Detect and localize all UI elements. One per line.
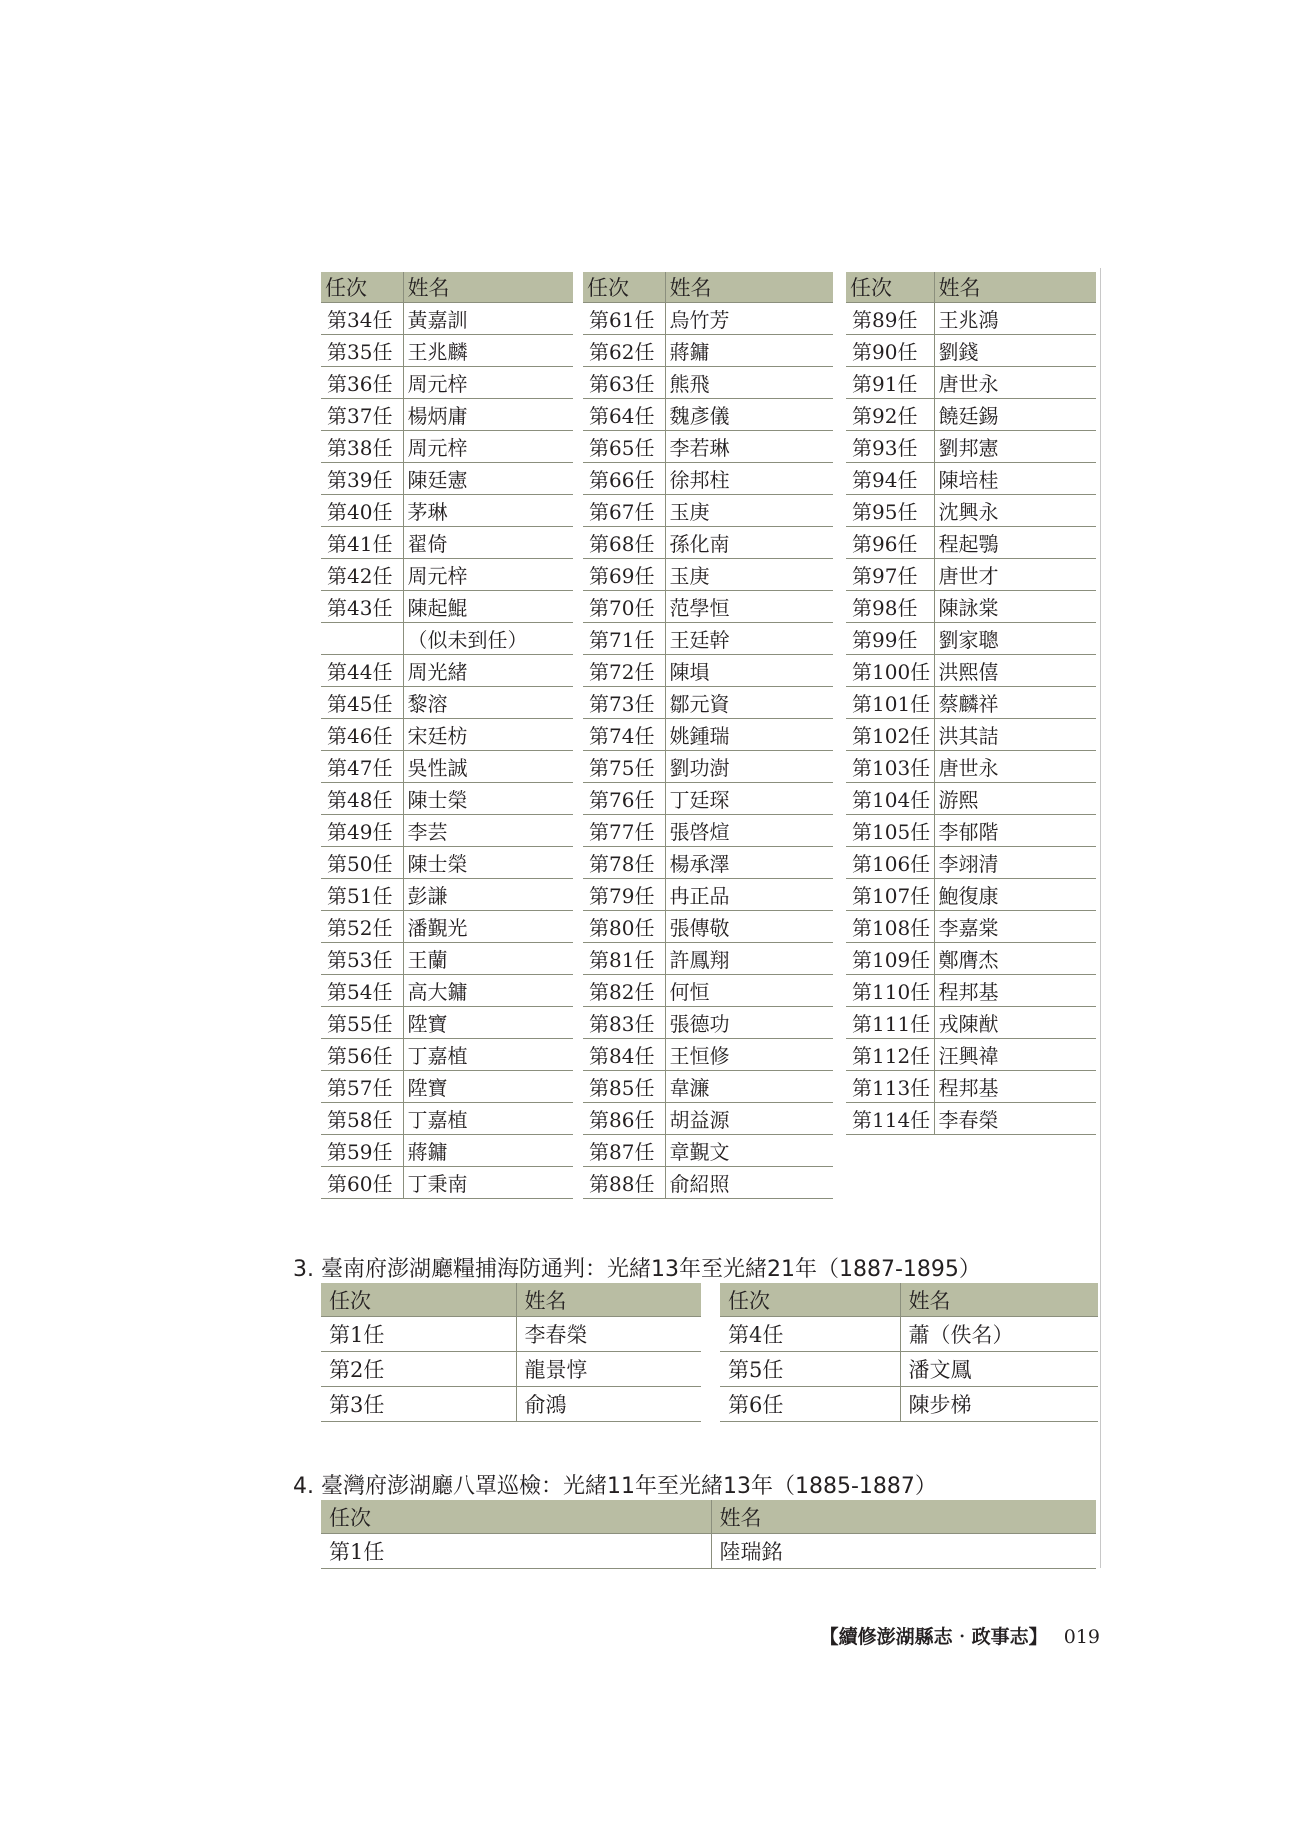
table-row (583, 463, 833, 495)
table-row (583, 527, 833, 559)
table-row (846, 303, 1096, 335)
term-cell: 第1任 (321, 1534, 711, 1569)
term-cell: 第107任 (846, 879, 934, 911)
table-row (321, 719, 573, 751)
term-cell: 第114任 (846, 1103, 934, 1135)
name-cell: 玉庚 (665, 559, 833, 591)
name-cell: 沈興永 (934, 495, 1096, 527)
name-cell: 丁嘉植 (403, 1039, 573, 1071)
table-row (321, 879, 573, 911)
name-cell: 黎溶 (403, 687, 573, 719)
section-4-table (321, 1500, 1096, 1569)
table-row (846, 783, 1096, 815)
table-row (321, 623, 573, 655)
term-cell: 第43任 (321, 591, 403, 623)
table-row (846, 975, 1096, 1007)
table-row (583, 335, 833, 367)
term-cell: 第4任 (720, 1317, 900, 1352)
name-cell: （似未到任） (403, 623, 573, 655)
name-cell: 劉邦憲 (934, 431, 1096, 463)
table-row (846, 751, 1096, 783)
table-row (321, 975, 573, 1007)
table-row (846, 847, 1096, 879)
term-cell: 第69任 (583, 559, 665, 591)
table-row (321, 1317, 701, 1352)
term-cell: 第47任 (321, 751, 403, 783)
term-cell: 第56任 (321, 1039, 403, 1071)
name-cell: 陞寶 (403, 1007, 573, 1039)
name-cell: 孫化南 (665, 527, 833, 559)
margin-rule (1100, 268, 1101, 1568)
name-cell: 蔣鏞 (665, 335, 833, 367)
name-cell: 周光緒 (403, 655, 573, 687)
term-cell: 第74任 (583, 719, 665, 751)
name-cell: 李春榮 (934, 1103, 1096, 1135)
name-cell: 李春榮 (516, 1317, 701, 1352)
table-row (583, 1103, 833, 1135)
table-header (846, 272, 1096, 303)
table-row (321, 399, 573, 431)
name-cell: 玉庚 (665, 495, 833, 527)
table-row (583, 495, 833, 527)
term-cell: 第48任 (321, 783, 403, 815)
table-row (321, 1167, 573, 1199)
term-cell: 第95任 (846, 495, 934, 527)
table-row (583, 847, 833, 879)
name-cell: 劉錢 (934, 335, 1096, 367)
name-cell: 陳培桂 (934, 463, 1096, 495)
name-cell: 李郁階 (934, 815, 1096, 847)
term-cell: 第89任 (846, 303, 934, 335)
term-cell: 第67任 (583, 495, 665, 527)
header-name: 姓名 (403, 272, 573, 303)
name-cell: 陳詠棠 (934, 591, 1096, 623)
name-cell: 王蘭 (403, 943, 573, 975)
name-cell: 彭謙 (403, 879, 573, 911)
table-row (583, 1167, 833, 1199)
table-row (846, 559, 1096, 591)
name-cell: 熊飛 (665, 367, 833, 399)
table-row (846, 463, 1096, 495)
table-header (321, 272, 573, 303)
table-row (846, 495, 1096, 527)
term-cell: 第83任 (583, 1007, 665, 1039)
name-cell: 吳性誠 (403, 751, 573, 783)
table-row (321, 559, 573, 591)
section-3-table-left (321, 1283, 701, 1422)
name-cell: 程起鶚 (934, 527, 1096, 559)
term-cell: 第44任 (321, 655, 403, 687)
table-row (321, 335, 573, 367)
term-cell: 第91任 (846, 367, 934, 399)
header-name: 姓名 (665, 272, 833, 303)
name-cell: 王兆鴻 (934, 303, 1096, 335)
term-cell: 第41任 (321, 527, 403, 559)
name-cell: 游熙 (934, 783, 1096, 815)
table-row (321, 783, 573, 815)
table-row (321, 367, 573, 399)
table-row (583, 943, 833, 975)
table-row (846, 527, 1096, 559)
term-cell: 第39任 (321, 463, 403, 495)
table-row (846, 1039, 1096, 1071)
name-cell: 翟倚 (403, 527, 573, 559)
name-cell: 陳士榮 (403, 847, 573, 879)
table-row (321, 495, 573, 527)
table-row (583, 719, 833, 751)
table-row (583, 367, 833, 399)
term-cell: 第75任 (583, 751, 665, 783)
term-cell: 第71任 (583, 623, 665, 655)
table-header (321, 1500, 1096, 1534)
table-row (583, 783, 833, 815)
term-cell: 第110任 (846, 975, 934, 1007)
table-row (321, 1007, 573, 1039)
term-cell: 第100任 (846, 655, 934, 687)
table-row (321, 1352, 701, 1387)
name-cell: 蔡麟祥 (934, 687, 1096, 719)
name-cell: 姚鍾瑞 (665, 719, 833, 751)
term-cell: 第68任 (583, 527, 665, 559)
table-row (321, 303, 573, 335)
term-cell: 第104任 (846, 783, 934, 815)
term-cell: 第62任 (583, 335, 665, 367)
name-cell: 魏彥儀 (665, 399, 833, 431)
table-row (720, 1387, 1098, 1422)
header-name: 姓名 (934, 272, 1096, 303)
name-cell: 王兆麟 (403, 335, 573, 367)
term-cell: 第82任 (583, 975, 665, 1007)
table-row (846, 367, 1096, 399)
name-cell: 范學恒 (665, 591, 833, 623)
term-cell: 第50任 (321, 847, 403, 879)
name-cell: 李芸 (403, 815, 573, 847)
term-cell: 第70任 (583, 591, 665, 623)
name-cell: 劉功澍 (665, 751, 833, 783)
term-cell: 第101任 (846, 687, 934, 719)
header-term: 任次 (321, 1283, 516, 1317)
term-cell: 第78任 (583, 847, 665, 879)
name-cell: 楊炳庸 (403, 399, 573, 431)
table-row (321, 1534, 1096, 1569)
table-header (583, 272, 833, 303)
name-cell: 王恒修 (665, 1039, 833, 1071)
term-cell: 第52任 (321, 911, 403, 943)
term-cell: 第77任 (583, 815, 665, 847)
table-row (583, 879, 833, 911)
table-row (321, 911, 573, 943)
section-3-table-right (720, 1283, 1098, 1422)
name-cell: 徐邦柱 (665, 463, 833, 495)
term-cell: 第64任 (583, 399, 665, 431)
term-cell: 第49任 (321, 815, 403, 847)
table-header (321, 1283, 701, 1317)
name-cell: 冉正品 (665, 879, 833, 911)
table-row (321, 815, 573, 847)
term-cell: 第79任 (583, 879, 665, 911)
name-cell: 鄒元資 (665, 687, 833, 719)
term-cell: 第5任 (720, 1352, 900, 1387)
table-row (583, 655, 833, 687)
roster-table-1 (321, 272, 573, 1199)
name-cell: 潘覲光 (403, 911, 573, 943)
term-cell: 第34任 (321, 303, 403, 335)
table-row (846, 335, 1096, 367)
name-cell: 俞紹照 (665, 1167, 833, 1199)
table-row (846, 591, 1096, 623)
table-row (321, 527, 573, 559)
table-row (583, 431, 833, 463)
table-row (583, 623, 833, 655)
term-cell: 第113任 (846, 1071, 934, 1103)
term-cell: 第85任 (583, 1071, 665, 1103)
name-cell: 汪興禕 (934, 1039, 1096, 1071)
table-row (583, 687, 833, 719)
term-cell: 第60任 (321, 1167, 403, 1199)
term-cell: 第42任 (321, 559, 403, 591)
term-cell: 第65任 (583, 431, 665, 463)
term-cell: 第61任 (583, 303, 665, 335)
table-row (321, 431, 573, 463)
term-cell: 第6任 (720, 1387, 900, 1422)
table-row (846, 1007, 1096, 1039)
name-cell: 周元梓 (403, 367, 573, 399)
term-cell: 第40任 (321, 495, 403, 527)
table-row (720, 1317, 1098, 1352)
table-row (846, 687, 1096, 719)
name-cell: 張德功 (665, 1007, 833, 1039)
table-row (846, 623, 1096, 655)
table-row (583, 751, 833, 783)
table-row (321, 847, 573, 879)
name-cell: 烏竹芳 (665, 303, 833, 335)
table-row (583, 975, 833, 1007)
name-cell: 洪其詰 (934, 719, 1096, 751)
table-row (846, 655, 1096, 687)
term-cell: 第2任 (321, 1352, 516, 1387)
table-row (846, 1071, 1096, 1103)
table-row (583, 559, 833, 591)
roster-table-3 (846, 272, 1096, 1135)
term-cell: 第105任 (846, 815, 934, 847)
name-cell: 龍景惇 (516, 1352, 701, 1387)
table-row (321, 1387, 701, 1422)
table-row (846, 431, 1096, 463)
table-row (321, 591, 573, 623)
term-cell: 第38任 (321, 431, 403, 463)
name-cell: 洪熙僖 (934, 655, 1096, 687)
table-row (846, 719, 1096, 751)
term-cell: 第54任 (321, 975, 403, 1007)
term-cell: 第63任 (583, 367, 665, 399)
name-cell: 王廷幹 (665, 623, 833, 655)
table-row (583, 815, 833, 847)
name-cell: 陳起鯤 (403, 591, 573, 623)
name-cell: 章覲文 (665, 1135, 833, 1167)
table-row (321, 655, 573, 687)
name-cell: 潘文鳳 (900, 1352, 1098, 1387)
term-cell: 第94任 (846, 463, 934, 495)
name-cell: 劉家聰 (934, 623, 1096, 655)
name-cell: 楊承澤 (665, 847, 833, 879)
table-row (846, 911, 1096, 943)
header-name: 姓名 (900, 1283, 1098, 1317)
name-cell: 周元梓 (403, 431, 573, 463)
table-row (583, 1135, 833, 1167)
table-row (321, 1135, 573, 1167)
term-cell: 第1任 (321, 1317, 516, 1352)
term-cell: 第37任 (321, 399, 403, 431)
table-row (583, 1007, 833, 1039)
term-cell: 第109任 (846, 943, 934, 975)
term-cell: 第92任 (846, 399, 934, 431)
header-name: 姓名 (516, 1283, 701, 1317)
term-cell: 第36任 (321, 367, 403, 399)
name-cell: 丁廷琛 (665, 783, 833, 815)
table-row (321, 1039, 573, 1071)
table-row (583, 591, 833, 623)
header-name: 姓名 (711, 1500, 1096, 1534)
name-cell: 黃嘉訓 (403, 303, 573, 335)
name-cell: 鄭膺杰 (934, 943, 1096, 975)
name-cell: 李嘉棠 (934, 911, 1096, 943)
name-cell: 蔣鏞 (403, 1135, 573, 1167)
name-cell: 陳士榮 (403, 783, 573, 815)
term-cell: 第111任 (846, 1007, 934, 1039)
term-cell: 第45任 (321, 687, 403, 719)
term-cell: 第59任 (321, 1135, 403, 1167)
term-cell: 第108任 (846, 911, 934, 943)
term-cell: 第66任 (583, 463, 665, 495)
name-cell: 唐世永 (934, 751, 1096, 783)
table-row (321, 1071, 573, 1103)
name-cell: 唐世才 (934, 559, 1096, 591)
term-cell: 第3任 (321, 1387, 516, 1422)
name-cell: 宋廷枋 (403, 719, 573, 751)
term-cell: 第87任 (583, 1135, 665, 1167)
name-cell: 許鳳翔 (665, 943, 833, 975)
section-3-title: 3. 臺南府澎湖廳糧捕海防通判：光緒13年至光緒21年（1887-1895） (293, 1257, 981, 1282)
term-cell: 第46任 (321, 719, 403, 751)
section-4-title: 4. 臺灣府澎湖廳八罩巡檢：光緒11年至光緒13年（1885-1887） (293, 1474, 937, 1499)
term-cell: 第81任 (583, 943, 665, 975)
name-cell: 陳步梯 (900, 1387, 1098, 1422)
table-row (846, 1103, 1096, 1135)
term-cell: 第72任 (583, 655, 665, 687)
header-term: 任次 (720, 1283, 900, 1317)
name-cell: 周元梓 (403, 559, 573, 591)
name-cell: 鮑復康 (934, 879, 1096, 911)
name-cell: 陸瑞銘 (711, 1534, 1096, 1569)
name-cell: 韋濂 (665, 1071, 833, 1103)
term-cell: 第55任 (321, 1007, 403, 1039)
table-row (846, 815, 1096, 847)
term-cell: 第93任 (846, 431, 934, 463)
name-cell: 丁秉南 (403, 1167, 573, 1199)
name-cell: 俞鴻 (516, 1387, 701, 1422)
name-cell: 饒廷錫 (934, 399, 1096, 431)
term-cell: 第112任 (846, 1039, 934, 1071)
name-cell: 張啓煊 (665, 815, 833, 847)
term-cell: 第99任 (846, 623, 934, 655)
term-cell: 第73任 (583, 687, 665, 719)
table-row (321, 943, 573, 975)
header-term: 任次 (846, 272, 934, 303)
name-cell: 程邦基 (934, 975, 1096, 1007)
page-footer (820, 1622, 1100, 1649)
table-row (583, 303, 833, 335)
roster-table-2 (583, 272, 833, 1199)
table-row (321, 687, 573, 719)
table-row (321, 463, 573, 495)
name-cell: 李若琳 (665, 431, 833, 463)
table-row (720, 1352, 1098, 1387)
table-row (583, 911, 833, 943)
term-cell: 第98任 (846, 591, 934, 623)
term-cell: 第88任 (583, 1167, 665, 1199)
book-title: 【續修澎湖縣志‧政事志】 (819, 1626, 1048, 1648)
term-cell: 第76任 (583, 783, 665, 815)
term-cell: 第106任 (846, 847, 934, 879)
name-cell: 陳廷憲 (403, 463, 573, 495)
page-number: 019 (1063, 1626, 1100, 1648)
table-row (846, 943, 1096, 975)
name-cell: 戎陳猷 (934, 1007, 1096, 1039)
name-cell: 蕭（佚名） (900, 1317, 1098, 1352)
name-cell: 張傳敬 (665, 911, 833, 943)
term-cell: 第97任 (846, 559, 934, 591)
term-cell (321, 623, 403, 655)
name-cell: 何恒 (665, 975, 833, 1007)
name-cell: 丁嘉植 (403, 1103, 573, 1135)
header-term: 任次 (583, 272, 665, 303)
table-row (321, 1103, 573, 1135)
table-row (583, 1039, 833, 1071)
term-cell: 第57任 (321, 1071, 403, 1103)
header-term: 任次 (321, 272, 403, 303)
term-cell: 第86任 (583, 1103, 665, 1135)
term-cell: 第53任 (321, 943, 403, 975)
term-cell: 第96任 (846, 527, 934, 559)
header-term: 任次 (321, 1500, 711, 1534)
term-cell: 第80任 (583, 911, 665, 943)
term-cell: 第102任 (846, 719, 934, 751)
table-row (321, 751, 573, 783)
term-cell: 第51任 (321, 879, 403, 911)
name-cell: 程邦基 (934, 1071, 1096, 1103)
table-header (720, 1283, 1098, 1317)
table-row (846, 879, 1096, 911)
term-cell: 第35任 (321, 335, 403, 367)
term-cell: 第58任 (321, 1103, 403, 1135)
name-cell: 李翊清 (934, 847, 1096, 879)
name-cell: 高大鏞 (403, 975, 573, 1007)
name-cell: 陳塤 (665, 655, 833, 687)
term-cell: 第90任 (846, 335, 934, 367)
term-cell: 第84任 (583, 1039, 665, 1071)
name-cell: 胡益源 (665, 1103, 833, 1135)
table-row (583, 1071, 833, 1103)
table-row (846, 399, 1096, 431)
name-cell: 唐世永 (934, 367, 1096, 399)
term-cell: 第103任 (846, 751, 934, 783)
name-cell: 茅琳 (403, 495, 573, 527)
table-row (583, 399, 833, 431)
name-cell: 陞寶 (403, 1071, 573, 1103)
